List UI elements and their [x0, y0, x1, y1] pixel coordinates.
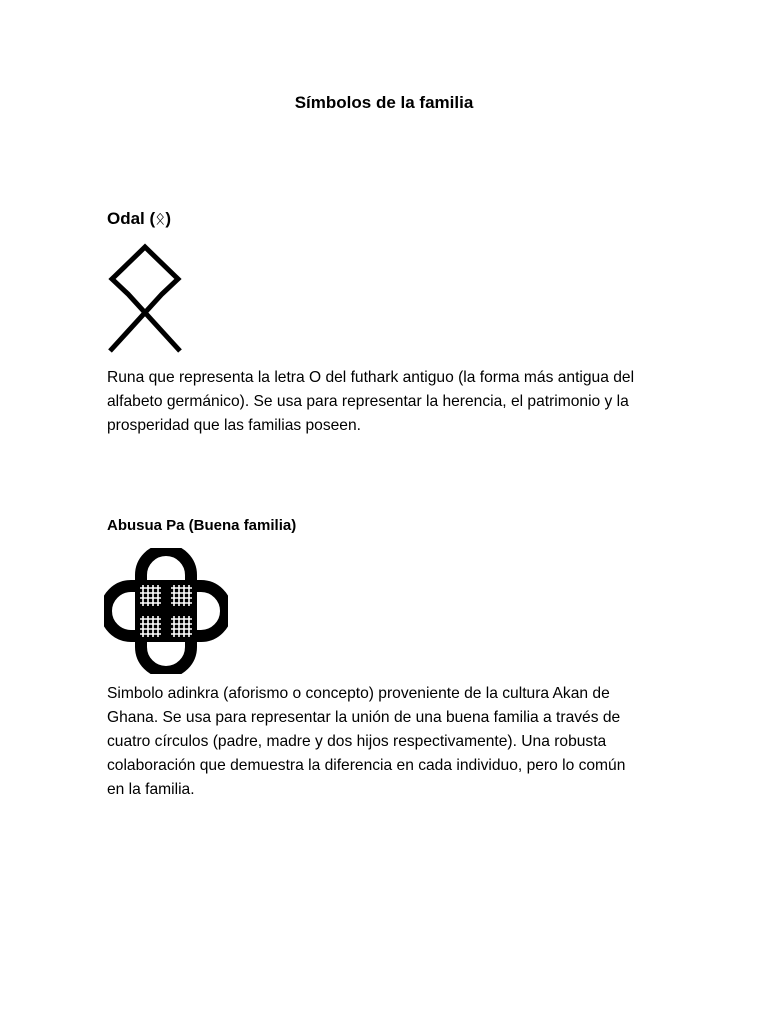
abusua-pa-adinkra-icon: [104, 548, 228, 674]
abusua-heading: Abusua Pa (Buena familia): [107, 517, 297, 534]
abusua-description-line: cuatro círculos (padre, madre y dos hijos respectivamente). Una robusta: [107, 733, 607, 750]
odal-description-line: prosperidad que las familias poseen.: [107, 417, 361, 434]
odal-heading: [107, 209, 171, 229]
odal-heading-prefix: Odal (: [107, 209, 156, 228]
abusua-description-line: colaboración que demuestra la diferencia en cada individuo, pero lo común: [107, 757, 626, 774]
odal-heading-rune: ᛟ: [155, 209, 166, 228]
odal-description-line: Runa que representa la letra O del futhark antiguo (la forma más antigua del: [107, 369, 635, 386]
page-title: Símbolos de la familia: [294, 93, 474, 112]
odal-description: [107, 366, 667, 438]
abusua-description-line: Simbolo adinkra (aforismo o concepto) proveniente de la cultura Akan de: [107, 685, 610, 702]
odal-rune-icon: [104, 241, 186, 357]
abusua-description-line: Ghana. Se usa para representar la unión de una buena familia a través de: [107, 709, 621, 726]
odal-description-line: alfabeto germánico). Se usa para representar la herencia, el patrimonio y la: [107, 393, 629, 410]
odal-heading-suffix: ): [165, 209, 172, 228]
abusua-description-line: en la familia.: [107, 781, 195, 798]
abusua-description: [107, 682, 667, 802]
